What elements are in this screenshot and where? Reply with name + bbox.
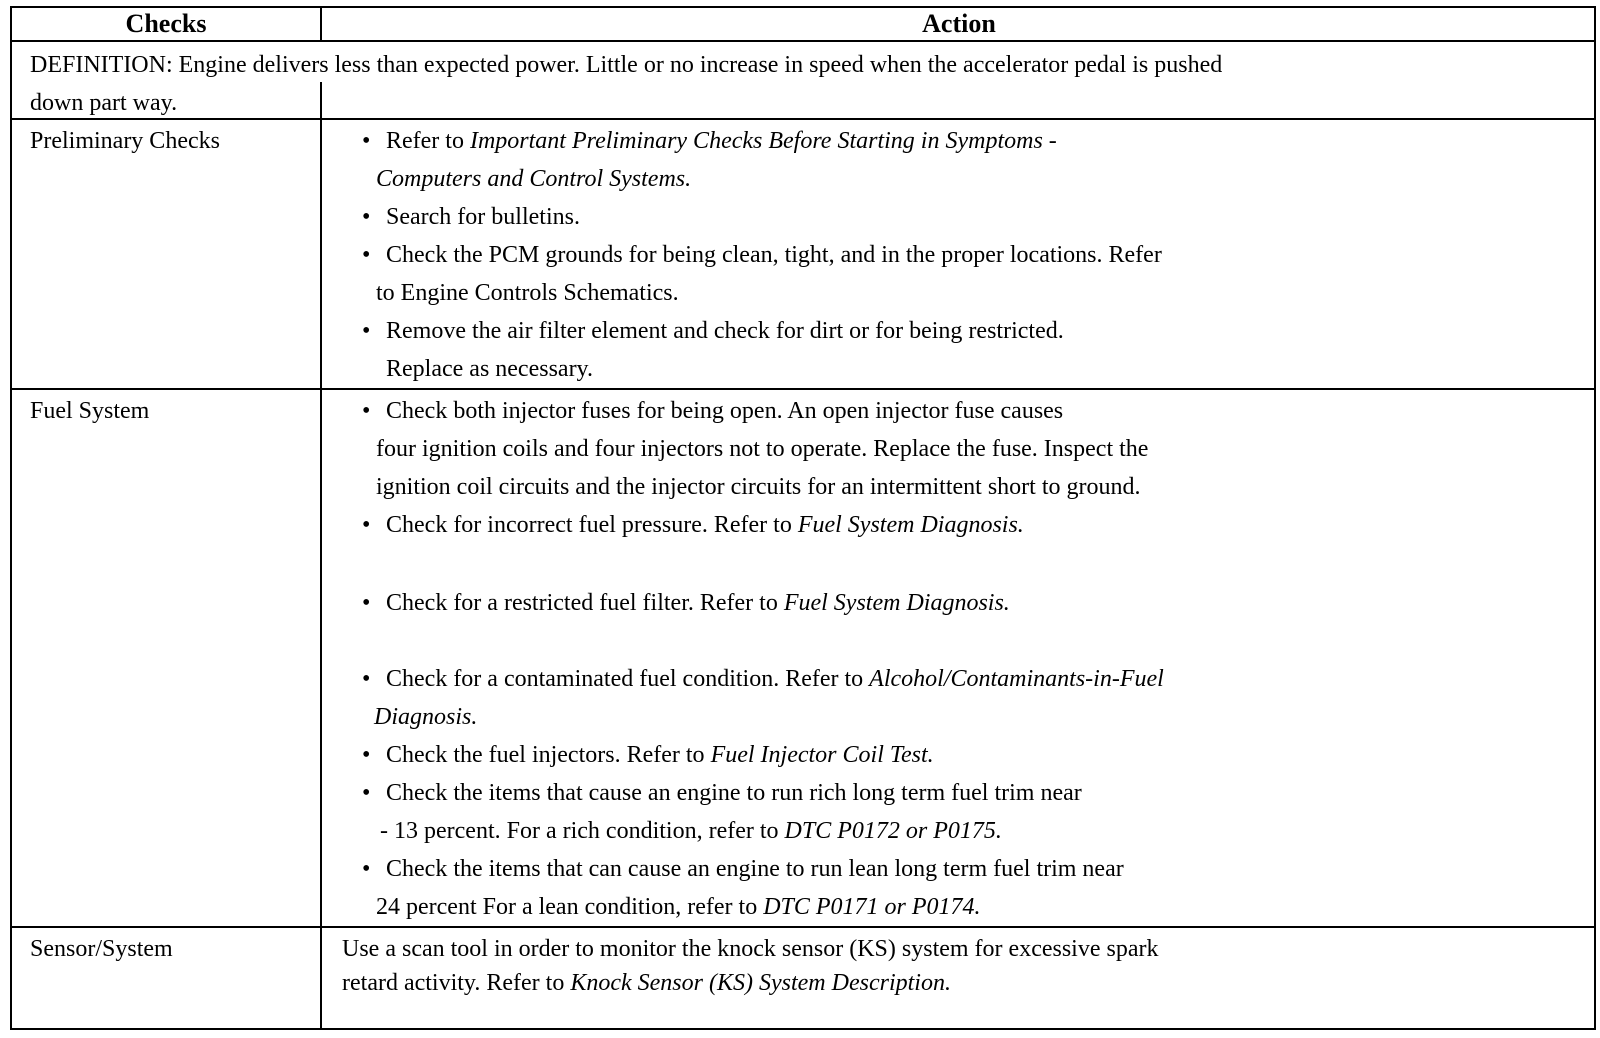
fuel-bullet-4-cont: Diagnosis.	[374, 704, 478, 730]
bullet-icon: •	[362, 204, 371, 230]
sensor-action-line-1: Use a scan tool in order to monitor the knock sensor (KS) system for excessive spark	[342, 936, 1159, 962]
definition-line-2: down part way.	[30, 90, 178, 116]
bullet-icon: •	[362, 590, 371, 616]
fuel-bullet-6-cont: - 13 percent. For a rich condition, refer to DTC P0172 or P0175.	[380, 818, 1002, 844]
preliminary-bullet-1: Refer to Important Preliminary Checks Before Starting in Symptoms -	[386, 128, 1057, 154]
preliminary-bullet-3: Check the PCM grounds for being clean, tight, and in the proper locations. Refer	[386, 242, 1162, 268]
row-divider	[12, 388, 1594, 390]
fuel-bullet-7-cont: 24 percent For a lean condition, refer to DTC P0171 or P0174.	[376, 894, 981, 920]
bullet-icon: •	[362, 512, 371, 538]
preliminary-bullet-3-cont: to Engine Controls Schematics.	[376, 280, 679, 306]
diagnostic-table	[10, 6, 1596, 1030]
row-divider	[12, 926, 1594, 928]
header-checks: Checks	[125, 9, 207, 38]
preliminary-bullet-2: Search for bulletins.	[386, 204, 580, 230]
fuel-bullet-6: Check the items that cause an engine to run rich long term fuel trim near	[386, 780, 1082, 806]
fuel-bullet-3: Check for a restricted fuel filter. Refer to Fuel System Diagnosis.	[386, 590, 1010, 616]
fuel-bullet-5: Check the fuel injectors. Refer to Fuel Injector Coil Test.	[386, 742, 934, 768]
sensor-action-line-2: retard activity. Refer to Knock Sensor (KS) System Description.	[342, 970, 951, 996]
bullet-icon: •	[362, 666, 371, 692]
bullet-icon: •	[362, 128, 371, 154]
bullet-icon: •	[362, 242, 371, 268]
fuel-bullet-4: Check for a contaminated fuel condition. Refer to Alcohol/Contaminants-in-Fuel	[386, 666, 1164, 692]
column-divider	[320, 82, 322, 1030]
preliminary-bullet-4-cont: Replace as necessary.	[386, 356, 593, 382]
definition-line-1: DEFINITION: Engine delivers less than expected power. Little or no increase in speed when the accelerator pedal is pushed	[30, 52, 1223, 78]
fuel-bullet-1: Check both injector fuses for being open. An open injector fuse causes	[386, 398, 1064, 424]
row-divider	[12, 118, 1594, 120]
fuel-system-label: Fuel System	[30, 398, 150, 424]
fuel-bullet-7: Check the items that can cause an engine to run lean long term fuel trim near	[386, 856, 1124, 882]
bullet-icon: •	[362, 318, 371, 344]
bullet-icon: •	[362, 856, 371, 882]
column-divider	[320, 8, 322, 40]
fuel-bullet-2: Check for incorrect fuel pressure. Refer to Fuel System Diagnosis.	[386, 512, 1024, 538]
sensor-system-label: Sensor/System	[30, 936, 173, 962]
preliminary-checks-label: Preliminary Checks	[30, 128, 220, 154]
bullet-icon: •	[362, 742, 371, 768]
header-action: Action	[922, 9, 996, 38]
fuel-bullet-1-cont: ignition coil circuits and the injector circuits for an intermittent short to ground.	[376, 474, 1141, 500]
row-divider	[12, 40, 1594, 42]
bullet-icon: •	[362, 780, 371, 806]
fuel-bullet-1-cont: four ignition coils and four injectors not to operate. Replace the fuse. Inspect the	[376, 436, 1149, 462]
bullet-icon: •	[362, 398, 371, 424]
preliminary-bullet-1-cont: Computers and Control Systems.	[376, 166, 692, 192]
preliminary-bullet-4: Remove the air filter element and check for dirt or for being restricted.	[386, 318, 1064, 344]
